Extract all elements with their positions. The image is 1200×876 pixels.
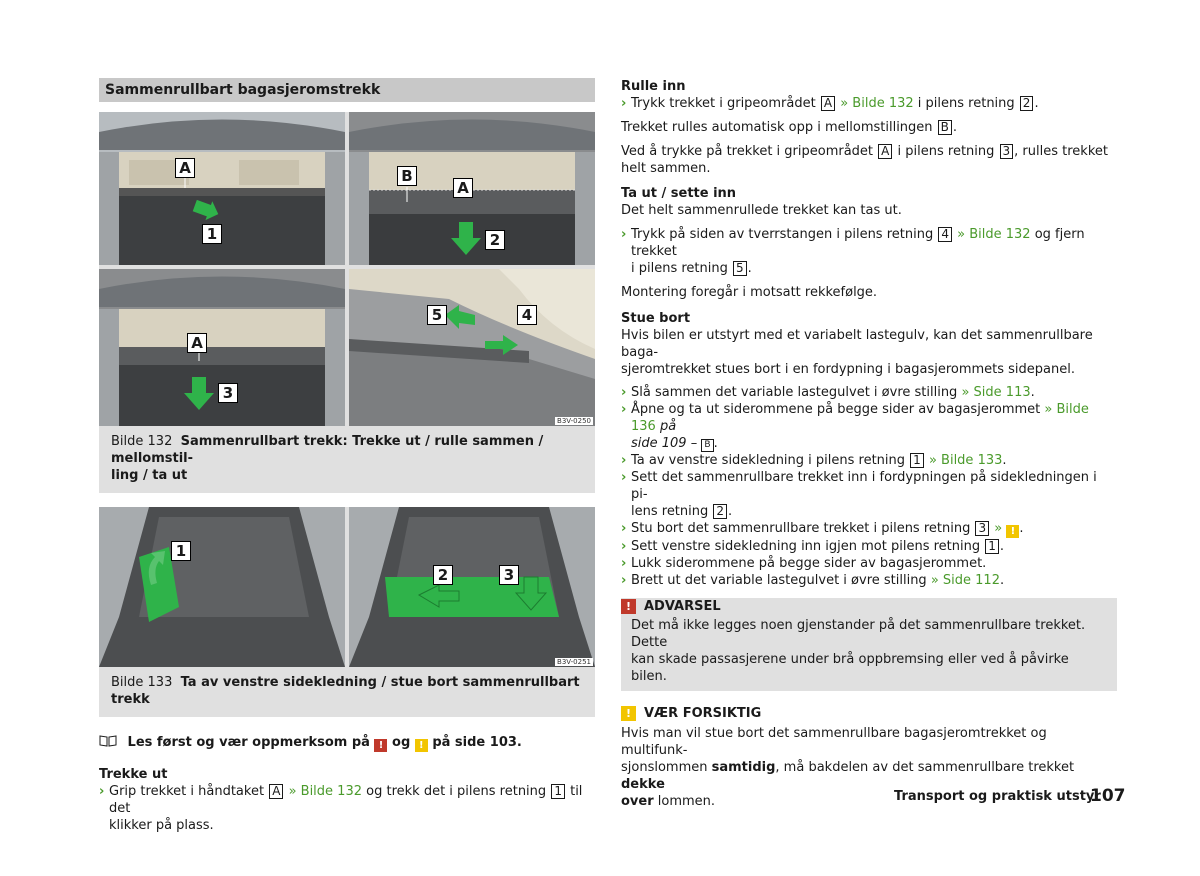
ref-box: B (938, 120, 952, 135)
figure-code: B3V-0250 (557, 417, 591, 425)
photo-stow-away (349, 507, 595, 667)
label-a: A (175, 158, 195, 178)
ref-box: 2 (713, 504, 727, 519)
car-trunk-illustration (99, 112, 345, 265)
car-trunk-illustration (349, 269, 595, 426)
label-3: 3 (218, 383, 238, 403)
ref-box: 1 (551, 784, 565, 799)
list-item: › Sett det sammenrullbare trekket inn i fordypningen på sidekledningen i pi- lens retning 2 . (621, 470, 1097, 519)
paragraph: Trekket rulles automatisk opp i mellomstillingen B . (621, 120, 958, 135)
read-first-after: på side 103. (432, 735, 522, 750)
caution-icon: ! (415, 739, 428, 752)
warning-icon: ! (374, 739, 387, 752)
read-first-and: og (392, 735, 411, 750)
exclamation-icon: ! (621, 599, 636, 614)
ref-box: 1 (985, 539, 999, 554)
figure-133-caption (99, 667, 595, 717)
heading-ta-ut: Ta ut / sette inn (621, 186, 737, 201)
figure-title: Ta av venstre sidekledning / stue bort sammenrullbart trekk (111, 675, 580, 707)
caution-icon: ! (1006, 525, 1019, 538)
ref-box: A (821, 96, 835, 111)
chevron-right-icon: › (621, 402, 627, 417)
photo-pull-out (99, 112, 345, 265)
section-title: Sammenrullbart bagasjeromstrekk (99, 78, 595, 102)
figure-133 (99, 507, 595, 667)
exclamation-icon: ! (621, 706, 636, 721)
page-number: 107 (1090, 786, 1126, 806)
figure-link[interactable]: » Bilde 133 (928, 453, 1003, 468)
figure-code: B3V-0251 (557, 658, 591, 666)
read-first-text: Les først og vær oppmerksom på (127, 735, 370, 750)
paragraph: Montering foregår i motsatt rekkefølge. (621, 285, 878, 300)
paragraph: Ved å trykke på trekket i gripeområdet A i pilens retning 3 , rulles trekket helt sammen. (621, 144, 1108, 176)
ref-box: 3 (1000, 144, 1014, 159)
list-item: › Brett ut det variable lastegulvet i øvre stilling » Side 112. (621, 573, 1005, 588)
ref-box: 5 (733, 261, 747, 276)
label-1: 1 (171, 541, 191, 561)
paragraph: Hvis bilen er utstyrt med et variabelt lastegulv, kan det sammenrullbare baga- sjeromtrekket stues bort i en fordypning i bagasjerommets sidepanel. (621, 328, 1093, 377)
photo-remove (349, 269, 595, 426)
car-trunk-illustration (349, 507, 595, 667)
label-4: 4 (517, 305, 537, 325)
list-item: › Trykk trekket i gripeområdet A » Bilde 132 i pilens retning 2 . (621, 96, 1039, 111)
warning-text: Det må ikke legges noen gjenstander på det sammenrullbare trekket. Dette kan skade passasjerene under brå oppbremsing eller ved å påvirke bilen. (631, 618, 1086, 684)
figure-link[interactable]: » Bilde 132 (288, 784, 362, 799)
heading-trekke-ut: Trekke ut (99, 767, 168, 782)
ref-box: 4 (938, 227, 952, 242)
figure-link[interactable]: » Bilde 132 (957, 227, 1031, 242)
label-a: A (453, 178, 473, 198)
list-item: › Stu bort det sammenrullbare trekket i pilens retning 3 » ! . (621, 521, 1024, 537)
photo-roll-in (349, 112, 595, 265)
right-column (621, 78, 1117, 810)
label-3: 3 (499, 565, 519, 585)
figure-number: Bilde 133 (111, 675, 173, 690)
label-1: 1 (202, 224, 222, 244)
ref-box: 2 (1020, 96, 1034, 111)
book-icon (99, 735, 117, 747)
ref-box: 3 (975, 521, 989, 536)
figure-title-line2: ling / ta ut (111, 468, 188, 483)
chevron-right-icon: › (99, 784, 105, 799)
photo-intermediate (99, 269, 345, 426)
caution-title: VÆR FORSIKTIG (644, 706, 762, 721)
figure-link[interactable]: » Bilde 136 (631, 402, 1089, 434)
page-link[interactable]: » Side 113 (961, 385, 1031, 400)
label-2: 2 (485, 230, 505, 250)
label-2: 2 (433, 565, 453, 585)
heading-rulle-inn: Rulle inn (621, 79, 686, 94)
chevron-right-icon: › (621, 227, 627, 242)
left-column (99, 78, 595, 834)
figure-link[interactable]: » Bilde 132 (840, 96, 914, 111)
list-item: › Trykk på siden av tverrstangen i pilens retning 4 » Bilde 132 og fjern trekket i pilens retning 5 . (621, 227, 1085, 276)
list-item: › Grip trekket i håndtaket A » Bilde 132 og trekk det i pilens retning 1 til det klikker på plass. (99, 784, 583, 833)
caution-link[interactable]: » (994, 521, 1003, 536)
figure-number: Bilde 132 (111, 434, 173, 449)
chapter-footer: Transport og praktisk utstyr (894, 789, 1101, 804)
chevron-right-icon: › (621, 521, 627, 536)
page-link[interactable]: » Side 112 (930, 573, 1000, 588)
warning-title: ADVARSEL (644, 599, 721, 614)
ref-box: A (878, 144, 892, 159)
list-item: › Slå sammen det variable lastegulvet i øvre stilling » Side 113. (621, 385, 1035, 400)
caution-text: Hvis man vil stue bort det sammenrullbare bagasjeromtrekket og multifunk- sjonslommen samtidig, må bakdelen av det sammenrullbare trekket dekke over lommen. (621, 726, 1075, 809)
ref-box: A (269, 784, 283, 799)
warning-box (621, 598, 1117, 691)
label-5: 5 (427, 305, 447, 325)
chevron-right-icon: › (621, 385, 627, 400)
list-item: › Ta av venstre sidekledning i pilens retning 1 » Bilde 133. (621, 453, 1007, 468)
list-item: › Lukk siderommene på begge sider av bagasjerommet. (621, 556, 987, 571)
ref-box: 1 (910, 453, 924, 468)
figure-132-caption (99, 426, 595, 493)
list-item: › Åpne og ta ut siderommene på begge sider av bagasjerommet » Bilde 136 på side 109 – B . (621, 402, 1089, 451)
label-b: B (397, 166, 417, 186)
label-a: A (187, 333, 207, 353)
chevron-right-icon: › (621, 556, 627, 571)
chevron-right-icon: › (621, 96, 627, 111)
photo-side-panel (99, 507, 345, 667)
figure-title-line1: Sammenrullbart trekk: Trekke ut / rulle sammen / mellomstil- (111, 434, 544, 466)
figure-132 (99, 112, 595, 426)
list-item: › Sett venstre sidekledning inn igjen mot pilens retning 1 . (621, 539, 1005, 554)
caution-header (621, 705, 1117, 722)
chevron-right-icon: › (621, 453, 627, 468)
chevron-right-icon: › (621, 470, 627, 485)
car-trunk-illustration (99, 507, 345, 667)
heading-stue-bort: Stue bort (621, 311, 691, 326)
chevron-right-icon: › (621, 573, 627, 588)
chevron-right-icon: › (621, 539, 627, 554)
warning-header (621, 598, 1117, 615)
ref-box: B (701, 439, 713, 452)
paragraph: Det helt sammenrullede trekket kan tas ut. (621, 203, 902, 218)
read-first-note (99, 734, 595, 752)
